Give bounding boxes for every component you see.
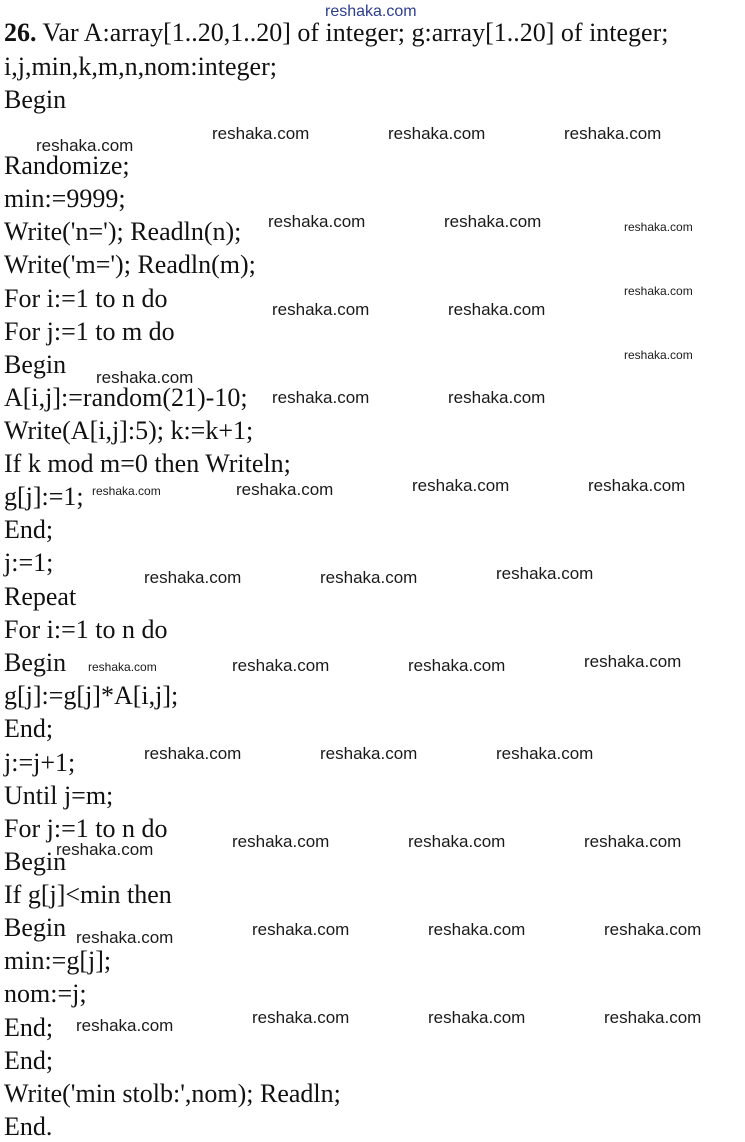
watermark: reshaka.com <box>236 480 334 499</box>
watermark: reshaka.com <box>36 136 134 155</box>
code-line-1 <box>4 18 668 48</box>
code-line-13: If k mod m=0 then Writeln; <box>4 449 291 478</box>
code-line-28: min:=g[j]; <box>4 946 112 975</box>
task-number: 26. <box>4 18 37 47</box>
code-line-17: Repeat <box>4 582 77 611</box>
code-line-22: j:=j+1; <box>4 748 76 777</box>
watermark: reshaka.com <box>604 1008 702 1027</box>
watermark: reshaka.com <box>268 212 366 231</box>
watermark: reshaka.com <box>624 220 693 234</box>
code-line-12: Write(A[i,j]:5); k:=k+1; <box>4 416 254 445</box>
watermark: reshaka.com <box>252 920 350 939</box>
watermark: reshaka.com <box>624 348 693 362</box>
watermark: reshaka.com <box>444 212 542 231</box>
watermark: reshaka.com <box>428 1008 526 1027</box>
watermark: reshaka.com <box>412 476 510 495</box>
watermark: reshaka.com <box>604 920 702 939</box>
code-line-27: Begin <box>4 913 67 942</box>
code-line-26: If g[j]<min then <box>4 880 172 909</box>
code-line-33: End. <box>4 1112 53 1141</box>
code-line-20: g[j]:=g[j]*A[i,j]; <box>4 681 179 710</box>
watermark: reshaka.com <box>584 832 682 851</box>
watermark: reshaka.com <box>92 484 161 498</box>
header-watermark: reshaka.com <box>325 3 417 20</box>
watermark: reshaka.com <box>320 744 418 763</box>
code-line-18: For i:=1 to n do <box>4 615 168 644</box>
watermark: reshaka.com <box>448 300 546 319</box>
code-line-2: i,j,min,k,m,n,nom:integer; <box>4 52 277 81</box>
watermark: reshaka.com <box>252 1008 350 1027</box>
code-line-11: A[i,j]:=random(21)-10; <box>4 383 248 412</box>
code-line-31: End; <box>4 1046 54 1075</box>
watermark: reshaka.com <box>212 124 310 143</box>
code-line-16: j:=1; <box>4 548 54 577</box>
declaration-text: Var A:array[1..20,1..20] of integer; g:array[1..20] of integer; <box>36 18 669 47</box>
watermark: reshaka.com <box>76 1016 174 1035</box>
code-line-3: Begin <box>4 85 67 114</box>
watermark: reshaka.com <box>96 368 194 387</box>
watermark: reshaka.com <box>624 284 693 298</box>
watermark: reshaka.com <box>564 124 662 143</box>
watermark: reshaka.com <box>388 124 486 143</box>
watermark: reshaka.com <box>144 568 242 587</box>
code-line-32: Write('min stolb:',nom); Readln; <box>4 1079 341 1108</box>
watermark: reshaka.com <box>56 840 154 859</box>
code-line-21: End; <box>4 714 54 743</box>
watermark: reshaka.com <box>408 832 506 851</box>
watermark: reshaka.com <box>272 388 370 407</box>
watermark: reshaka.com <box>320 568 418 587</box>
code-line-29: nom:=j; <box>4 979 87 1008</box>
watermark: reshaka.com <box>408 656 506 675</box>
code-line-30: End; <box>4 1013 54 1042</box>
code-line-24: For j:=1 to n do <box>4 814 168 843</box>
code-line-23: Until j=m; <box>4 781 114 810</box>
watermark: reshaka.com <box>496 564 594 583</box>
watermark: reshaka.com <box>428 920 526 939</box>
watermark: reshaka.com <box>272 300 370 319</box>
watermark: reshaka.com <box>232 656 330 675</box>
watermark: reshaka.com <box>584 652 682 671</box>
watermark: reshaka.com <box>496 744 594 763</box>
code-line-7: Write('m='); Readln(m); <box>4 250 256 279</box>
watermark: reshaka.com <box>144 744 242 763</box>
watermark: reshaka.com <box>88 660 157 674</box>
code-line-10: Begin <box>4 350 67 379</box>
code-line-4: Randomize; <box>4 151 130 180</box>
code-line-5: min:=9999; <box>4 184 126 213</box>
code-line-25: Begin <box>4 847 67 876</box>
code-line-9: For j:=1 to m do <box>4 317 175 346</box>
code-line-19: Begin <box>4 648 67 677</box>
code-line-14: g[j]:=1; <box>4 482 84 511</box>
code-line-15: End; <box>4 515 54 544</box>
code-line-6: Write('n='); Readln(n); <box>4 217 242 246</box>
watermark: reshaka.com <box>588 476 686 495</box>
watermark: reshaka.com <box>76 928 174 947</box>
watermark: reshaka.com <box>232 832 330 851</box>
watermark: reshaka.com <box>448 388 546 407</box>
code-line-8: For i:=1 to n do <box>4 284 168 313</box>
